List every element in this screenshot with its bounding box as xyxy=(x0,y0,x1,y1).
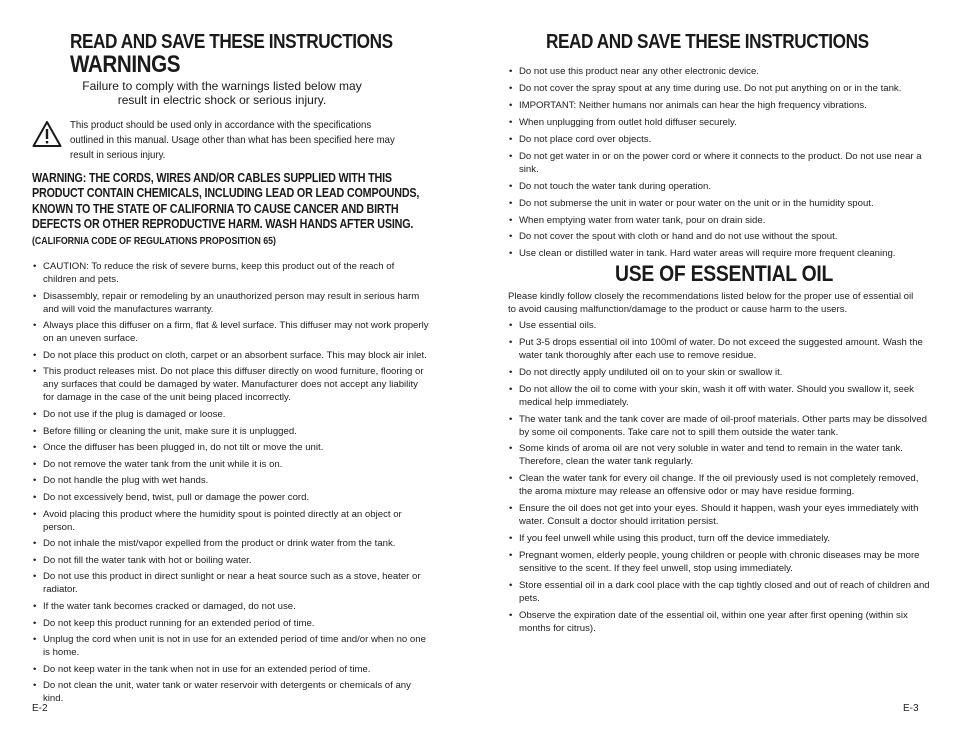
list-item: • If the water tank becomes cracked or damaged, do not use. xyxy=(32,600,430,613)
list-item: • Do not directly apply undiluted oil on to your skin or swallow it. xyxy=(508,366,933,379)
left-page-title: READ AND SAVE THESE INSTRUCTIONS xyxy=(70,31,393,53)
page-number-left: E-2 xyxy=(32,703,48,714)
list-item: • Unplug the cord when unit is not in use for an extended period of time and/or when no one is home. xyxy=(32,633,430,659)
essential-oil-list xyxy=(508,319,933,639)
prop65-warning: WARNING: THE CORDS, WIRES AND/OR CABLES SUPPLIED WITH THIS PRODUCT CONTAIN CHEMICALS, INCLUDING LEAD OR LEAD COMPOUNDS, KNOWN TO THE STATE OF CALIFORNIA TO CAUSE CANCER AND BIRTH DEFECTS OR OTHER REPRODUCTIVE HARM. WASH HANDS AFTER USING. xyxy=(32,171,420,231)
subtitle-line-2: result in electric shock or serious injury. xyxy=(117,93,327,107)
left-heading-block xyxy=(70,31,445,77)
list-item: • Put 3-5 drops essential oil into 100ml of water. Do not exceed the suggested amount. Wash the water tank thoroughly after each use to remove residue. xyxy=(508,336,933,362)
list-item: • Do not remove the water tank from the unit while it is on. xyxy=(32,458,430,471)
list-item: • Always place this diffuser on a firm, flat & level surface. This diffuser may not work properly on an uneven surface. xyxy=(32,319,430,345)
list-item: • Pregnant women, elderly people, young children or people with chronic diseases may be more sensitive to the scent. If they feel unwell, stop using immediately. xyxy=(508,549,933,575)
list-item: • Avoid placing this product where the humidity spout is pointed directly at an object or person. xyxy=(32,508,430,534)
list-item: • Do not cover the spout with cloth or hand and do not use without the spout. xyxy=(508,230,938,243)
list-item: • When unplugging from outlet hold diffuser securely. xyxy=(508,116,938,129)
list-item: • IMPORTANT: Neither humans nor animals can hear the high frequency vibrations. xyxy=(508,99,938,112)
list-item: • This product releases mist. Do not place this diffuser directly on wood furniture, flooring or any surfaces that could be damaged by water. Manufacturer does not accept any liability for damage in the case of the unit being placed incorrectly. xyxy=(32,365,430,404)
list-item: • Some kinds of aroma oil are not very soluble in water and tend to remain in the water tank. Therefore, clean the water tank regularly. xyxy=(508,442,933,468)
right-page-title: READ AND SAVE THESE INSTRUCTIONS xyxy=(546,31,869,53)
list-item: • Do not inhale the mist/vapor expelled from the product or drink water from the tank. xyxy=(32,537,430,550)
list-item: • Do not get water in or on the power cord or where it connects to the product. Do not use near a sink. xyxy=(508,150,938,176)
list-item: • Once the diffuser has been plugged in, do not tilt or move the unit. xyxy=(32,441,430,454)
alert-text: This product should be used only in accordance with the specifications outlined in this manual. Usage other than what has been specified here may result in serious injury. xyxy=(70,119,395,161)
list-item: • Before filling or cleaning the unit, make sure it is unplugged. xyxy=(32,425,430,438)
list-item: • Do not allow the oil to come with your skin, wash it off with water. Should you swallow it, seek medical help immediately. xyxy=(508,383,933,409)
list-item: • When emptying water from water tank, pour on drain side. xyxy=(508,214,938,227)
right-heading-block xyxy=(546,31,921,53)
list-item: • Do not use if the plug is damaged or loose. xyxy=(32,408,430,421)
prop65-note: (CALIFORNIA CODE OF REGULATIONS PROPOSITION 65) xyxy=(32,236,276,247)
list-item: • Clean the water tank for every oil change. If the oil previously used is not completely removed, the aroma mixture may release an offensive odor or may have residue forming. xyxy=(508,472,933,498)
list-item: • The water tank and the tank cover are made of oil-proof materials. Other parts may be dissolved by some oil components. Take care not to spill them outside the water tank. xyxy=(508,413,933,439)
list-item: • Ensure the oil does not get into your eyes. Should it happen, wash your eyes immediately with water. Consult a doctor should irritation persist. xyxy=(508,502,933,528)
list-item: • Do not handle the plug with wet hands. xyxy=(32,474,430,487)
list-item: • Do not keep this product running for an extended period of time. xyxy=(32,617,430,630)
list-item: • Do not place cord over objects. xyxy=(508,133,938,146)
warnings-subtitle xyxy=(32,79,412,107)
essential-oil-intro: Please kindly follow closely the recommendations listed below for the proper use of essential oil to avoid causing malfunction/damage to the product or cause harm to the users. xyxy=(508,291,914,315)
list-item: • Do not touch the water tank during operation. xyxy=(508,180,938,193)
list-item: • Use clean or distilled water in tank. Hard water areas will require more frequent cleaning. xyxy=(508,247,938,260)
list-item: • Do not keep water in the tank when not in use for an extended period of time. xyxy=(32,663,430,676)
list-item: • Do not cover the spray spout at any time during use. Do not put anything on or in the tank. xyxy=(508,82,938,95)
list-item: • Disassembly, repair or remodeling by an unauthorized person may result in serious harm and will void the manufactures warranty. xyxy=(32,290,430,316)
list-item: • Do not clean the unit, water tank or water reservoir with detergents or chemicals of any kind. xyxy=(32,679,430,705)
list-item: • Do not submerse the unit in water or pour water on the unit or in the humidity spout. xyxy=(508,197,938,210)
list-item: • Do not use this product in direct sunlight or near a heat source such as a stove, heater or radiator. xyxy=(32,570,430,596)
list-item: • Use essential oils. xyxy=(508,319,933,332)
right-warning-list xyxy=(508,65,938,264)
warnings-title: WARNINGS xyxy=(70,51,181,78)
list-item: • Do not use this product near any other electronic device. xyxy=(508,65,938,78)
left-warning-list xyxy=(32,260,430,709)
list-item: • If you feel unwell while using this product, turn off the device immediately. xyxy=(508,532,933,545)
list-item: • Do not fill the water tank with hot or boiling water. xyxy=(32,554,430,567)
page-number-right: E-3 xyxy=(903,703,919,714)
essential-oil-title: USE OF ESSENTIAL OIL xyxy=(615,261,834,286)
warning-triangle-icon xyxy=(32,120,62,148)
subtitle-line-1: Failure to comply with the warnings listed below may xyxy=(82,79,362,93)
list-item: • CAUTION: To reduce the risk of severe burns, keep this product out of the reach of children and pets. xyxy=(32,260,430,286)
list-item: • Do not excessively bend, twist, pull or damage the power cord. xyxy=(32,491,430,504)
list-item: • Store essential oil in a dark cool place with the cap tightly closed and out of reach of children and pets. xyxy=(508,579,933,605)
list-item: • Do not place this product on cloth, carpet or an absorbent surface. This may block air inlet. xyxy=(32,349,430,362)
list-item: • Observe the expiration date of the essential oil, within one year after first opening (within six months for citrus). xyxy=(508,609,933,635)
